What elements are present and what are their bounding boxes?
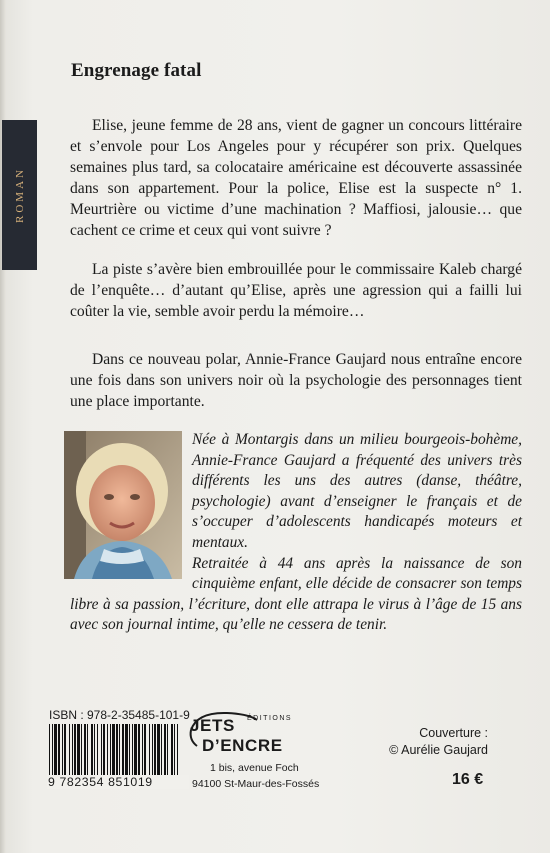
cover-credit-name: © Aurélie Gaujard bbox=[389, 743, 488, 757]
author-bio bbox=[70, 430, 522, 636]
book-title: Engrenage fatal bbox=[71, 60, 202, 81]
publisher-address-line1: 1 bis, avenue Foch bbox=[210, 762, 299, 774]
publisher-editions: ÉDITIONS bbox=[247, 715, 293, 722]
author-bio-paragraph-1: Née à Montargis dans un milieu bourgeois-bohème, Annie-France Gaujard a fréquenté des univers très différents les uns des autres (danse, théâtre, psychologie) avant d’enseigner le français et de s’occuper d’adolescents handicapés moteurs et mentaux. bbox=[192, 431, 522, 551]
blurb-paragraph-2: La piste s’avère bien embrouillée pour le commissaire Kaleb chargé de l’enquête… d’autant qu’Elise, après une agression qui a failli lui coûter la vie, semble avoir perdu la mémoire… bbox=[70, 261, 522, 320]
blurb-paragraph-3: Dans ce nouveau polar, Annie-France Gaujard nous entraîne encore une fois dans son univers noir où la psychologie des personnages tient une place importante. bbox=[70, 351, 522, 410]
publisher-name-line2: D’ENCRE bbox=[202, 736, 283, 755]
isbn: ISBN : 978-2-35485-101-9 bbox=[49, 708, 190, 722]
blurb-paragraph-1: Elise, jeune femme de 28 ans, vient de gagner un concours littéraire et s’envole pour Los Angeles pour y récupérer son prix. Quelques semaines plus tard, sa colocataire américaine est découverte assassinée dans son appartement. Pour la police, Elise est la suspecte n° 1. Meurtrière ou victime d’une machination ? Maffiosi, jalousie… que cachent ce crime et ceux qui vont suivre ? bbox=[70, 117, 522, 239]
publisher-logo bbox=[190, 712, 320, 794]
barcode-digits: 9 782354 851019 bbox=[47, 775, 189, 789]
cover-credit-label: Couverture : bbox=[419, 726, 488, 740]
genre-band bbox=[2, 120, 37, 270]
cover-credit bbox=[389, 725, 488, 759]
barcode-bars bbox=[47, 724, 182, 776]
publisher-name-line1: JETS bbox=[190, 716, 235, 735]
author-bio-paragraph-2: Retraitée à 44 ans après la naissance de son cinquième enfant, elle décide de consacrer son temps libre à sa passion, l’écriture, dont elle attrapa le virus à l’âge de 15 ans avec son journal intime, qu’elle ne cessera de tenir. bbox=[70, 554, 522, 634]
price: 16 € bbox=[452, 771, 484, 788]
genre-label: ROMAN bbox=[13, 167, 26, 223]
publisher-address-line2: 94100 St-Maur-des-Fossés bbox=[192, 778, 320, 790]
